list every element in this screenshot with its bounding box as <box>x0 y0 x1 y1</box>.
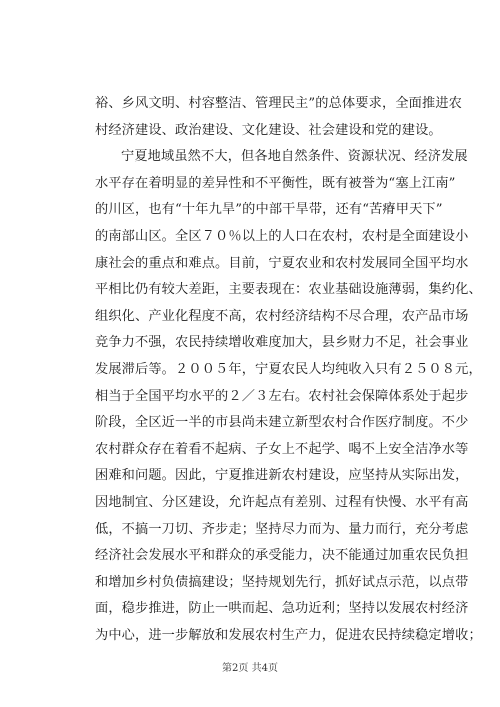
text-line: 农村群众存在着看不起病、子女上不起学、喝不上安全洁净水等 <box>95 441 469 457</box>
body-text <box>95 91 482 649</box>
text-line: 竞争力不强，农民持续增收难度加大，县乡财力不足，社会事业 <box>95 335 469 351</box>
text-line: 为中心，进一步解放和发展农村生产力，促进农民持续稳定增收； <box>95 627 482 643</box>
text-line: 低，不搞一刀切、齐步走；坚持尽力而为、量力而行，充分考虑 <box>95 521 469 537</box>
text-line: 的川区，也有“十年九旱”的中部干旱带，还有“苦瘠甲天下” <box>95 202 443 218</box>
page-number-label: 第2页 共4页 <box>222 663 278 674</box>
text-line: 康社会的重点和难点。目前，宁夏农业和农村发展同全国平均水 <box>95 255 469 271</box>
text-line: 组织化、产业化程度不高，农村经济结构不尽合理，农产品市场 <box>95 308 469 324</box>
paragraph-start-line: 宁夏地域虽然不大，但各地自然条件、资源状况、经济发展 <box>121 149 468 165</box>
text-line: 阶段，全区近一半的市县尚未建立新型农村合作医疗制度。不少 <box>95 415 469 431</box>
text-line: 面，稳步推进，防止一哄而起、急功近利；坚持以发展农村经济 <box>95 601 469 617</box>
text-line: 平相比仍有较大差距，主要表现在：农业基础设施薄弱，集约化、 <box>95 282 482 298</box>
text-line: 和增加乡村负债搞建设；坚持规划先行，抓好试点示范，以点带 <box>95 574 469 590</box>
text-line: 相当于全国平均水平的２／３左右。农村社会保障体系处于起步 <box>95 388 469 404</box>
text-line: 村经济建设、政治建设、文化建设、社会建设和党的建设。 <box>95 122 442 138</box>
text-line: 水平存在着明显的差异性和不平衡性，既有被誉为“塞上江南” <box>95 175 456 191</box>
text-line: 因地制宜、分区建设，允许起点有差别、过程有快慢、水平有高 <box>95 494 469 510</box>
page-footer <box>0 659 500 674</box>
text-line: 的南部山区。全区７０％以上的人口在农村，农村是全面建设小 <box>95 228 469 244</box>
text-line: 发展滞后等。２００５年，宁夏农民人均纯收入只有２５０８元， <box>95 361 482 377</box>
text-line: 裕、乡风文明、村容整洁、管理民主”的总体要求，全面推进农 <box>95 96 463 111</box>
text-line: 经济社会发展水平和群众的承受能力，决不能通过加重农民负担 <box>95 548 469 564</box>
text-line: 困难和问题。因此，宁夏推进新农村建设，应坚持从实际出发， <box>95 468 469 484</box>
